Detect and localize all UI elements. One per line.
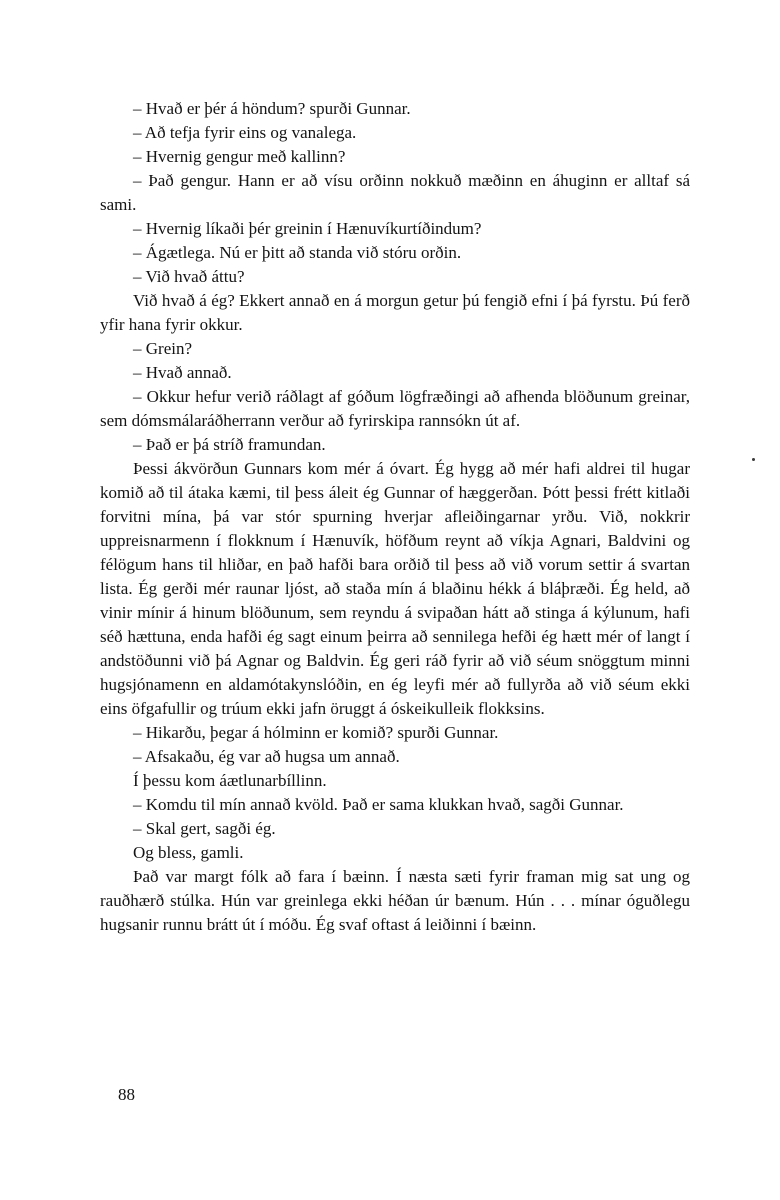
paragraph: – Að tefja fyrir eins og vanalega. (133, 123, 357, 142)
page-number: 88 (118, 1085, 135, 1104)
text-block (100, 97, 690, 937)
paragraph: Það var margt fólk að fara í bæinn. Í næsta sæti fyrir framan mig sat ung og rauðhærð stúlka. Hún var greinlega ekki héðan úr bænum. Hún . . . mínar óguðlegu hugsanir runnu brátt út í móðu. Ég svaf oftast á leiðinni í bæinn. (100, 867, 690, 934)
paragraph: – Hvernig líkaði þér greinin í Hænuvíkurtíðindum? (133, 219, 482, 238)
paragraph: – Hvernig gengur með kallinn? (133, 147, 346, 166)
paragraph: – Skal gert, sagði ég. (133, 819, 276, 838)
paragraph: Við hvað á ég? Ekkert annað en á morgun getur þú fengið efni í þá fyrstu. Þú ferð yfir hana fyrir okkur. (100, 291, 690, 334)
paragraph: – Okkur hefur verið ráðlagt af góðum lögfræðingi að afhenda blöðunum greinar, sem dómsmálaráðherrann verður að fyrirskipa rannsókn út af. (100, 387, 690, 430)
paragraph: – Afsakaðu, ég var að hugsa um annað. (133, 747, 400, 766)
paragraph: – Við hvað áttu? (133, 267, 245, 286)
paragraph: – Það gengur. Hann er að vísu orðinn nokkuð mæðinn en áhuginn er alltaf sá sami. (100, 171, 690, 214)
paragraph: – Það er þá stríð framundan. (133, 435, 326, 454)
paragraph: Í þessu kom áætlunarbíllinn. (133, 771, 327, 790)
paragraph: – Hvað annað. (133, 363, 232, 382)
paragraph: Og bless, gamli. (133, 843, 244, 862)
paragraph: – Grein? (133, 339, 193, 358)
paragraph: – Hikarðu, þegar á hólminn er komið? spurði Gunnar. (133, 723, 499, 742)
paragraph: – Hvað er þér á höndum? spurði Gunnar. (133, 99, 411, 118)
print-speck (752, 458, 755, 461)
paragraph: – Ágætlega. Nú er þitt að standa við stóru orðin. (133, 243, 462, 262)
paragraph: Þessi ákvörðun Gunnars kom mér á óvart. Ég hygg að mér hafi aldrei til hugar komið að til átaka kæmi, til þess áleit ég Gunnar of hæggerðan. Þótt þessi frétt kitlaði forvitni mína, þá var stór spurning hverjar afleiðingarnar yrðu. Við, nokkrir uppreisnarmenn í flokknum í Hænuvík, höfðum reynt að víkja Agnari, Baldvini og félögum hans til hliðar, en það hafði bara orðið til þess að við vorum settir á svartan lista. Ég gerði mér raunar ljóst, að staða mín á blaðinu hékk á bláþræði. Ég held, að vinir mínir á hinum blöðunum, sem reyndu á svipaðan hátt að stinga á kýlunum, hafi séð hættuna, enda hafði ég sagt einum þeirra að sennilega hefði ég hætt mér of langt í andstöðunni við þá Agnar og Baldvin. Ég geri ráð fyrir að við séum snöggtum minni hugsjónamenn en aldamótakynslóðin, en ég leyfi mér að fullyrða að við séum ekki eins öfgafullir og trúum ekki jafn öruggt á óskeikulleik flokksins. (100, 459, 690, 718)
paragraph: – Komdu til mín annað kvöld. Það er sama klukkan hvað, sagði Gunnar. (133, 795, 624, 814)
